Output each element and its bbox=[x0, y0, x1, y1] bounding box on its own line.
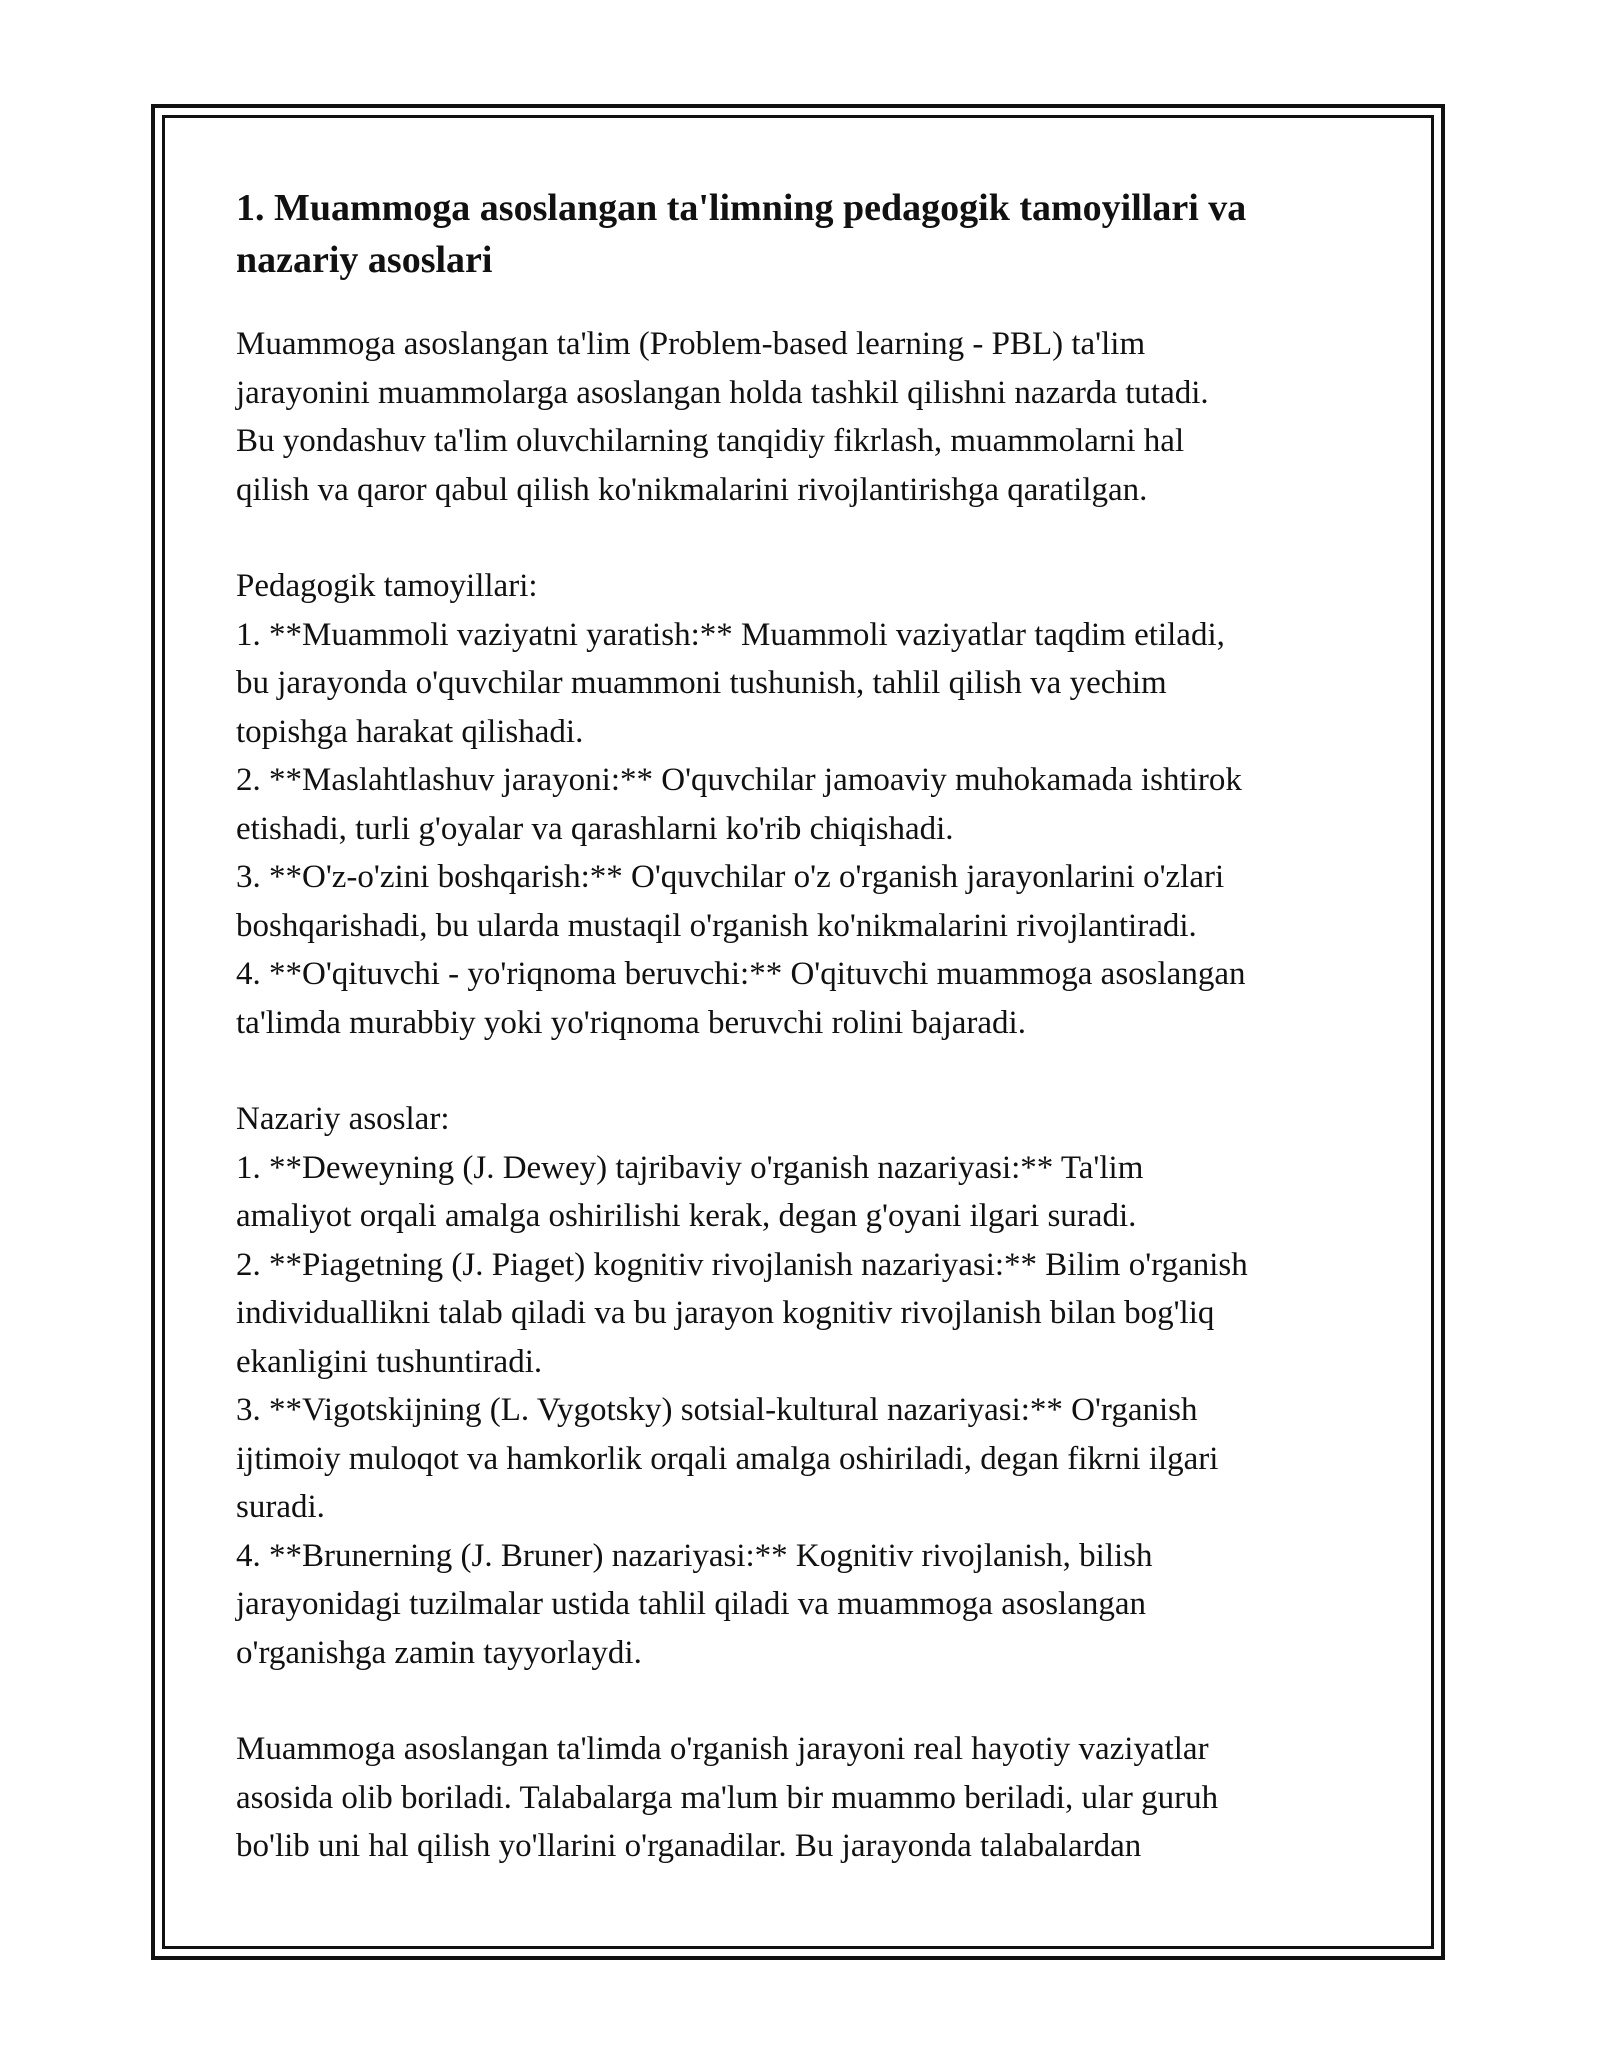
text-line: topishga harakat qilishadi. bbox=[236, 713, 584, 750]
text-line: Bu yondashuv ta'lim oluvchilarning tanqidiy fikrlash, muammolarni hal bbox=[236, 423, 1185, 459]
text-line: etishadi, turli g'oyalar va qarashlarni ko'rib chiqishadi. bbox=[236, 810, 954, 847]
text-line: Muammoga asoslangan ta'lim (Problem-based learning - PBL) ta'lim bbox=[236, 326, 1146, 362]
intro-paragraph bbox=[236, 320, 1366, 514]
text-line: 3. **O'z-o'zini boshqarish:** O'quvchilar o'z o'rganish jarayonlarini o'zlari bbox=[236, 859, 1225, 895]
text-line: 1. **Deweyning (J. Dewey) tajribaviy o'rganish nazariyasi:** Ta'lim bbox=[236, 1149, 1144, 1186]
text-line: 4. **Brunerning (J. Bruner) nazariyasi:** Kognitiv rivojlanish, bilish bbox=[236, 1537, 1153, 1574]
text-line: o'rganishga zamin tayyorlaydi. bbox=[236, 1634, 642, 1671]
text-line: jarayonidagi tuzilmalar ustida tahlil qiladi va muammoga asoslangan bbox=[236, 1586, 1146, 1622]
text-line: Muammoga asoslangan ta'limda o'rganish jarayoni real hayotiy vaziyatlar bbox=[236, 1731, 1209, 1767]
text-line: ekanligini tushuntiradi. bbox=[236, 1343, 543, 1380]
principles-title: Pedagogik tamoyillari: bbox=[236, 568, 538, 604]
theories-title: Nazariy asoslar: bbox=[236, 1101, 450, 1137]
text-line: individuallikni talab qiladi va bu jarayon kognitiv rivojlanish bilan bog'liq bbox=[236, 1295, 1215, 1331]
text-line: 2. **Maslahtlashuv jarayoni:** O'quvchilar jamoaviy muhokamada ishtirok bbox=[236, 762, 1242, 798]
text-line: ijtimoiy muloqot va hamkorlik orqali amalga oshiriladi, degan fikrni ilgari bbox=[236, 1440, 1219, 1477]
closing-paragraph bbox=[236, 1725, 1366, 1871]
paragraph-gap bbox=[236, 1677, 1366, 1725]
text-line: bu jarayonda o'quvchilar muammoni tushunish, tahlil qilish va yechim bbox=[236, 665, 1167, 701]
theories-section bbox=[236, 1095, 1366, 1677]
text-line: 4. **O'qituvchi - yo'riqnoma beruvchi:** O'qituvchi muammoga asoslangan bbox=[236, 956, 1246, 992]
section-heading: 1. Muammoga asoslangan ta'limning pedagogik tamoyillari va nazariy asoslari bbox=[236, 187, 1247, 281]
principles-section bbox=[236, 562, 1366, 1047]
paragraph-gap bbox=[236, 1047, 1366, 1095]
text-line: ta'limda murabbiy yoki yo'riqnoma beruvchi rolini bajaradi. bbox=[236, 1004, 1026, 1041]
text-line: amaliyot orqali amalga oshirilishi kerak, degan g'oyani ilgari suradi. bbox=[236, 1198, 1137, 1234]
text-line: suradi. bbox=[236, 1489, 325, 1525]
text-line: asosida olib boriladi. Talabalarga ma'lum bir muammo beriladi, ular guruh bbox=[236, 1779, 1219, 1816]
document-content bbox=[236, 182, 1366, 1871]
text-line: 2. **Piagetning (J. Piaget) kognitiv rivojlanish nazariyasi:** Bilim o'rganish bbox=[236, 1246, 1248, 1283]
paragraph-gap bbox=[236, 514, 1366, 562]
text-line: 3. **Vigotskijning (L. Vygotsky) sotsial-kultural nazariyasi:** O'rganish bbox=[236, 1392, 1198, 1428]
text-line: 1. **Muammoli vaziyatni yaratish:** Muammoli vaziyatlar taqdim etiladi, bbox=[236, 616, 1225, 653]
text-line: bo'lib uni hal qilish yo'llarini o'rganadilar. Bu jarayonda talabalardan bbox=[236, 1828, 1142, 1864]
text-line: jarayonini muammolarga asoslangan holda tashkil qilishni nazarda tutadi. bbox=[236, 374, 1209, 411]
text-line: qilish va qaror qabul qilish ko'nikmalarini rivojlantirishga qaratilgan. bbox=[236, 471, 1148, 508]
text-line: boshqarishadi, bu ularda mustaqil o'rganish ko'nikmalarini rivojlantiradi. bbox=[236, 907, 1197, 944]
